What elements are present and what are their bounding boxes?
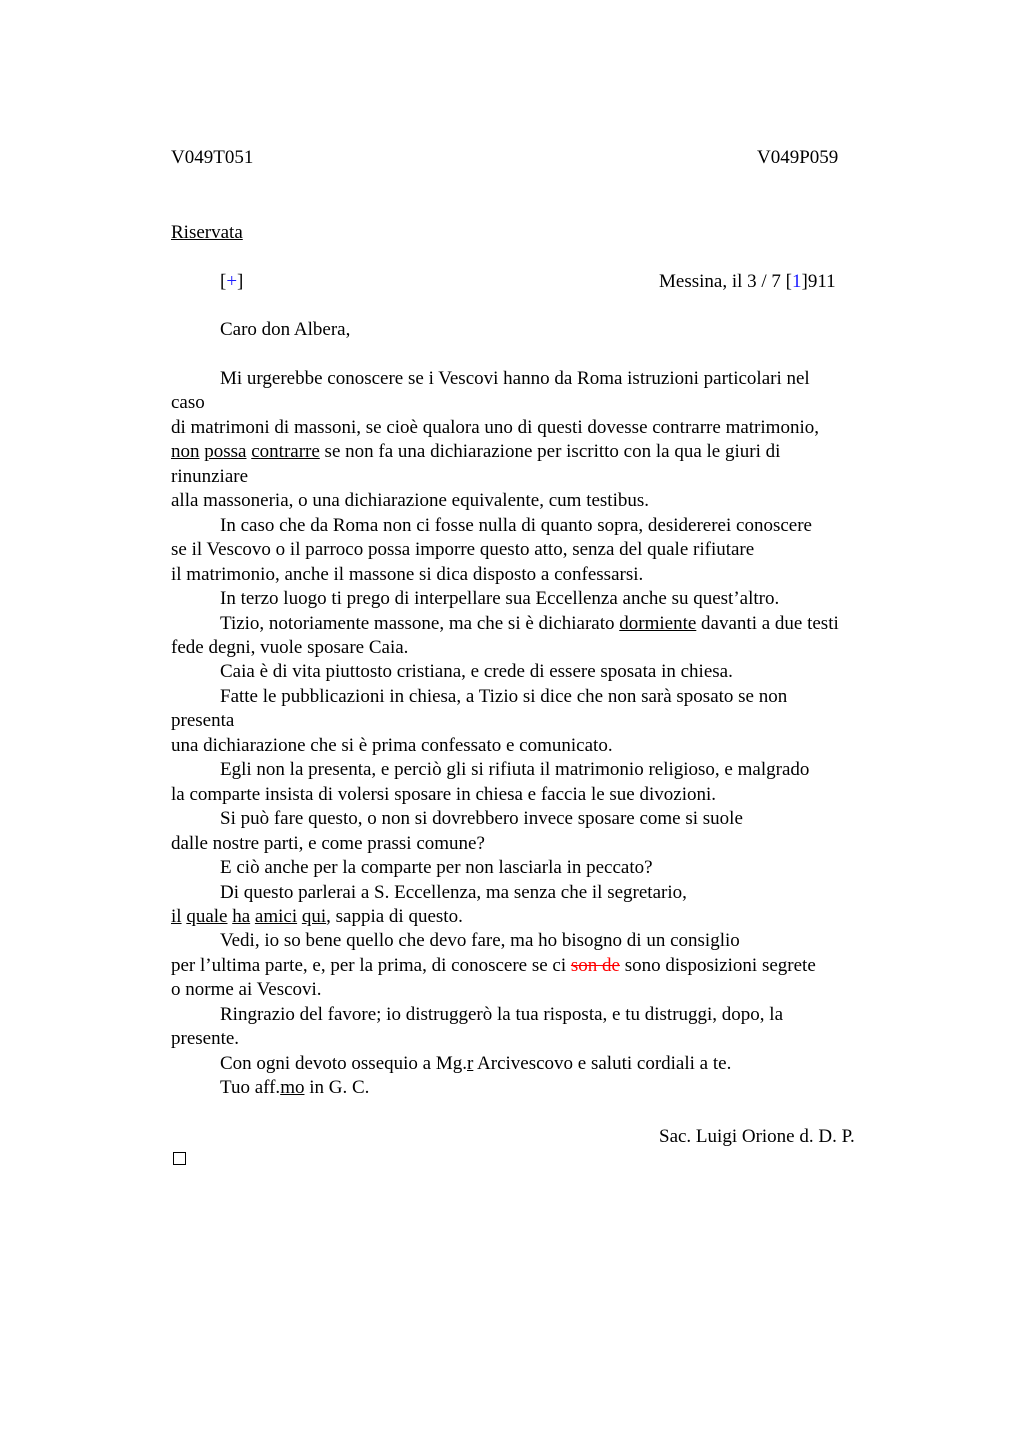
mark-open: [ xyxy=(220,271,227,292)
body-line: o norme ai Vescovi. xyxy=(171,979,322,1001)
body-line: rinunziare xyxy=(171,465,249,487)
signature: Sac. Luigi Orione d. D. P. xyxy=(659,1126,855,1147)
body-text-run: per l’ultima parte, e, per la prima, di conoscere se ci xyxy=(171,954,571,976)
underlined-word: non xyxy=(171,441,200,463)
body-text-run: in G. C. xyxy=(304,1077,370,1099)
underlined-word: possa xyxy=(204,441,247,463)
underlined-word: contrarre xyxy=(251,441,320,463)
body-line xyxy=(171,954,901,978)
riservata-label: Riservata xyxy=(171,222,243,243)
header-right-code: V049P059 xyxy=(757,147,839,168)
body-line: Si può fare questo, o non si dovrebbero invece sposare come si suole xyxy=(220,808,743,830)
body-text-run: , sappia di questo. xyxy=(326,905,463,927)
dateline-place-date: Messina, il 3 / 7 [ xyxy=(659,271,792,292)
body-line: fede degni, vuole sposare Caia. xyxy=(171,636,409,658)
underlined-word: qui xyxy=(301,905,327,927)
body-line: Mi urgerebbe conoscere se i Vescovi hanno da Roma istruzioni particolari nel xyxy=(220,368,810,389)
deleted-text: son de xyxy=(570,954,620,976)
body-line: di matrimoni di massoni, se cioè qualora uno di questi dovesse contrarre matrimonio, xyxy=(171,416,819,438)
header-left-code: V049T051 xyxy=(171,147,254,168)
body-line: Di questo parlerai a S. Eccellenza, ma senza che il segretario, xyxy=(220,881,687,903)
body-line: In caso che da Roma non ci fosse nulla di quanto sopra, desidererei conoscere xyxy=(220,514,812,536)
body-line: Fatte le pubblicazioni in chiesa, a Tizio si dice che non sarà sposato se non xyxy=(220,685,788,707)
letter-body xyxy=(171,367,901,1101)
body-line: Caia è di vita piuttosto cristiana, e crede di essere sposata in chiesa. xyxy=(220,661,733,683)
body-line: dalle nostre parti, e come prassi comune? xyxy=(171,832,485,854)
body-text-run: Tuo aff. xyxy=(220,1077,281,1099)
body-line: Egli non la presenta, e perciò gli si rifiuta il matrimonio religioso, e malgrado xyxy=(220,759,810,781)
body-line: E ciò anche per la comparte per non lasciarla in peccato? xyxy=(220,857,653,879)
body-line: alla massoneria, o una dichiarazione equivalente, cum testibus. xyxy=(171,490,649,512)
underlined-word: dormiente xyxy=(619,612,697,634)
mark-plus: + xyxy=(226,271,238,292)
underlined-word: il xyxy=(171,905,182,927)
dateline-end: ]911 xyxy=(801,271,836,292)
body-text-run: Con ogni devoto ossequio a Mg. xyxy=(220,1052,467,1074)
mark-close: ] xyxy=(237,271,244,292)
body-line: Ringrazio del favore; io distruggerò la tua risposta, e tu distruggi, dopo, la xyxy=(220,1003,784,1025)
body-line: presenta xyxy=(171,710,235,732)
body-line: il matrimonio, anche il massone si dica disposto a confessarsi. xyxy=(171,563,644,585)
body-text-run: Tizio, notoriamente massone, ma che si è dichiarato xyxy=(220,612,620,634)
end-of-document-box-icon xyxy=(173,1152,186,1165)
dateline xyxy=(659,270,836,294)
underlined-word: ha xyxy=(232,905,251,927)
body-line xyxy=(171,612,901,636)
body-text-run: davanti a due testi xyxy=(696,612,839,634)
body-line: In terzo luogo ti prego di interpellare sua Eccellenza anche su quest’altro. xyxy=(220,588,780,610)
body-text-run: sono disposizioni segrete xyxy=(619,954,816,976)
body-text-run: Arcivescovo e saluti cordiali a te. xyxy=(473,1052,732,1074)
body-line: presente. xyxy=(171,1028,240,1050)
body-line: una dichiarazione che si è prima confessato e comunicato. xyxy=(171,734,613,756)
body-line xyxy=(171,1052,901,1076)
underlined-word: quale xyxy=(186,905,228,927)
underlined-word: r xyxy=(467,1052,474,1074)
body-line xyxy=(171,1076,901,1100)
body-text-run: se non fa una dichiarazione per iscritto con la qua le giuri di xyxy=(319,441,781,463)
body-line: Vedi, io so bene quello che devo fare, ma ho bisogno di un consiglio xyxy=(220,930,740,952)
body-line: se il Vescovo o il parroco possa imporre questo atto, senza del quale rifiutare xyxy=(171,539,755,561)
editorial-mark xyxy=(220,270,243,294)
dateline-insert: 1 xyxy=(792,271,802,292)
body-line xyxy=(171,440,901,464)
salutation: Caro don Albera, xyxy=(220,319,351,340)
body-line xyxy=(171,905,901,929)
underlined-word: mo xyxy=(280,1077,305,1099)
body-line: la comparte insista di volersi sposare in chiesa e faccia le sue divozioni. xyxy=(171,783,717,805)
body-line: caso xyxy=(171,392,205,414)
underlined-word: amici xyxy=(254,905,298,927)
